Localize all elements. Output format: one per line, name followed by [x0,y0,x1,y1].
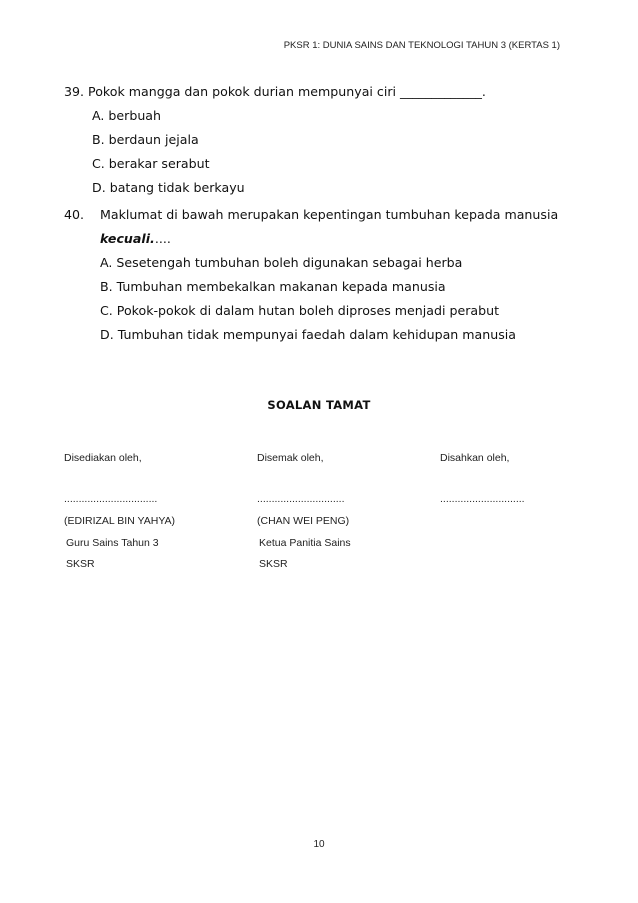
question-40-keyword: kecuali. [100,231,155,246]
page-header: PKSR 1: DUNIA SAINS DAN TEKNOLOGI TAHUN 3 (KERTAS 1) [283,40,560,51]
checked-by-role: Ketua Panitia Sains [259,537,351,549]
question-39-number: 39. [64,84,85,99]
prepared-by-signature-line: ................................ [64,493,158,505]
prepared-by-role: Guru Sains Tahun 3 [66,537,159,549]
option-40-c: C. Pokok-pokok di dalam hutan boleh diproses menjadi perabut [100,303,500,318]
checked-by-label: Disemak oleh, [257,452,324,464]
question-40-keyword-row [64,227,558,251]
prepared-by-name: (EDIRIZAL BIN YAHYA) [64,515,176,527]
question-39 [64,80,486,200]
approved-by-label: Disahkan oleh, [440,452,510,464]
answer-blank: _____________. [400,84,486,99]
prepared-by-label: Disediakan oleh, [64,452,142,464]
question-40 [64,203,558,347]
prepared-by-school: SKSR [66,558,95,570]
checked-by-signature-line: .............................. [257,493,345,505]
checked-by-school: SKSR [259,558,288,570]
option-40-a: A. Sesetengah tumbuhan boleh digunakan sebagai herba [100,255,463,270]
question-40-stem-row [64,203,558,227]
question-39-stem: Pokok mangga dan pokok durian mempunyai ciri [88,84,397,99]
approved-by-signature-line: ............................. [440,493,525,505]
question-40-stem: Maklumat di bawah merupakan kepentingan tumbuhan kepada manusia [100,207,559,222]
question-39-stem-row [64,80,486,104]
option-39-c: C. berakar serabut [92,156,210,171]
question-40-number: 40. [64,207,85,222]
page-number: 10 [313,839,325,850]
option-39-b: B. berdaun jejala [92,132,199,147]
end-title: SOALAN TAMAT [267,398,371,412]
question-40-keyword-trail: .... [154,231,171,246]
option-40-d: D. Tumbuhan tidak mempunyai faedah dalam kehidupan manusia [100,327,517,342]
checked-by-name: (CHAN WEI PENG) [257,515,350,527]
option-39-d: D. batang tidak berkayu [92,180,245,195]
option-40-b: B. Tumbuhan membekalkan makanan kepada manusia [100,279,446,294]
option-39-a: A. berbuah [92,108,161,123]
